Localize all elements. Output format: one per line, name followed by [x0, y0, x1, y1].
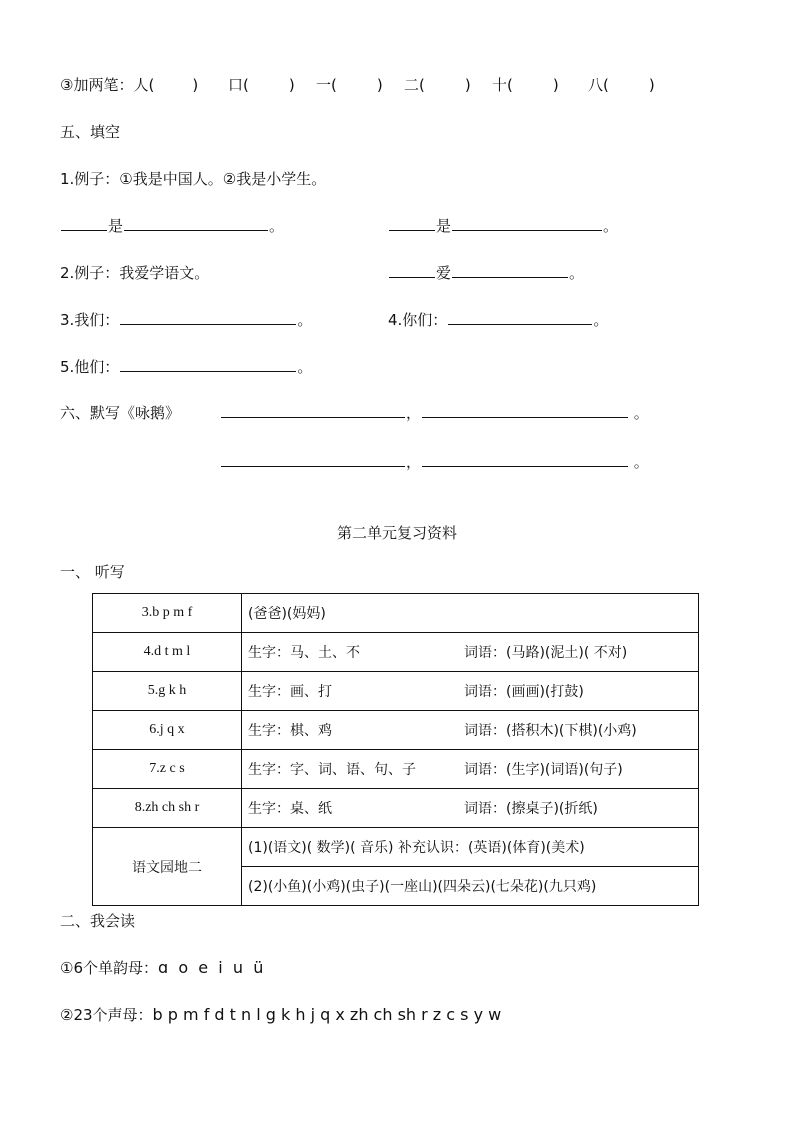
section6-heading: 六、默写《咏鹅》	[60, 404, 181, 422]
q3-line	[60, 309, 312, 330]
blank[interactable]	[422, 465, 628, 467]
add-strokes-line	[60, 74, 198, 95]
blank[interactable]	[124, 229, 268, 231]
q2-answer-line	[388, 262, 584, 283]
unit2-title: 第二单元复习资料	[336, 524, 457, 542]
row-content	[242, 750, 699, 789]
row-left: 生字：画、打	[248, 684, 332, 700]
q1-answer-line-2	[388, 215, 618, 236]
add-strokes-close: )	[376, 76, 383, 94]
row-content	[242, 633, 699, 672]
row-label: 8.zh ch sh r	[93, 789, 242, 828]
dictation-table	[92, 593, 699, 906]
q5-line	[60, 356, 312, 377]
q3-label: 3.我们：	[60, 311, 120, 329]
vowels-label: ①6个单韵母：	[60, 959, 158, 977]
blank[interactable]	[61, 229, 107, 231]
row-right: 词语：(擦桌子)(折纸)	[464, 801, 598, 817]
unit2-section1: 一、 听写	[60, 563, 125, 581]
period: 。	[633, 404, 649, 422]
garden-label: 语文园地二	[93, 828, 242, 906]
shi-char: 是	[108, 217, 124, 235]
row-content	[242, 594, 699, 633]
initials-line	[60, 1004, 501, 1025]
vowels: ɑ o e i u ü	[158, 958, 264, 977]
row-left: (爸爸)(妈妈)	[248, 606, 326, 622]
blank[interactable]	[221, 465, 405, 467]
add-strokes-char: 八(	[588, 76, 609, 94]
period: 。	[593, 311, 609, 329]
initials-label: ②23个声母：	[60, 1006, 153, 1024]
unit2-section2: 二、我会读	[60, 912, 136, 930]
row-content	[242, 789, 699, 828]
q5-label: 5.他们：	[60, 358, 120, 376]
section5-heading: 五、填空	[60, 123, 121, 141]
garden-line-2: (2)(小鱼)(小鸡)(虫子)(一座山)(四朵云)(七朵花)(九只鸡)	[242, 867, 699, 906]
row-label: 3.b p m f	[93, 594, 242, 633]
add-strokes-item-2	[228, 74, 295, 95]
blank[interactable]	[448, 323, 592, 325]
q4-line	[388, 309, 608, 330]
add-strokes-item-3	[316, 74, 383, 95]
add-strokes-close: )	[288, 76, 295, 94]
period: 。	[633, 453, 649, 471]
garden-line-1: (1)(语文)( 数学)( 音乐) 补充认识：(英语)(体育)(美术)	[242, 828, 699, 867]
table-row	[93, 828, 699, 867]
row-right: 词语：(马路)(泥土)( 不对)	[464, 645, 628, 661]
row-label: 5.g k h	[93, 672, 242, 711]
add-strokes-close: )	[192, 76, 199, 94]
blank[interactable]	[120, 323, 296, 325]
period: 。	[569, 264, 585, 282]
table-row	[93, 633, 699, 672]
add-strokes-item-5	[492, 74, 559, 95]
table-row	[93, 711, 699, 750]
table-row	[93, 672, 699, 711]
q1-answer-line-1	[60, 215, 284, 236]
row-label: 7.z c s	[93, 750, 242, 789]
row-content	[242, 711, 699, 750]
poem-line-1	[220, 402, 649, 423]
add-strokes-char: 二(	[404, 76, 425, 94]
add-strokes-item-6	[588, 74, 655, 95]
blank[interactable]	[389, 276, 435, 278]
add-strokes-label: ③加两笔：	[60, 76, 134, 94]
period: 。	[603, 217, 619, 235]
table-row	[93, 789, 699, 828]
blank[interactable]	[422, 416, 628, 418]
add-strokes-char: 口(	[228, 76, 249, 94]
period: 。	[297, 311, 313, 329]
q1-example: 1.例子：①我是中国人。②我是小学生。	[60, 170, 327, 188]
add-strokes-item-4	[404, 74, 471, 95]
vowels-line	[60, 957, 263, 978]
row-left: 生字：棋、鸡	[248, 723, 332, 739]
row-label: 6.j q x	[93, 711, 242, 750]
q4-label: 4.你们：	[388, 311, 448, 329]
blank[interactable]	[221, 416, 405, 418]
comma: ，	[406, 453, 422, 471]
add-strokes-item: 人(	[133, 76, 155, 94]
add-strokes-close: )	[648, 76, 655, 94]
add-strokes-char: 一(	[316, 76, 337, 94]
table-row	[93, 594, 699, 633]
row-right: 词语：(画画)(打鼓)	[464, 684, 584, 700]
blank[interactable]	[452, 276, 568, 278]
ai-char: 爱	[436, 264, 452, 282]
add-strokes-char: 十(	[492, 76, 513, 94]
row-label: 4.d t m l	[93, 633, 242, 672]
q2-example: 2.例子：我爱学语文。	[60, 264, 210, 282]
row-content	[242, 672, 699, 711]
add-strokes-close: )	[552, 76, 559, 94]
row-right: 词语：(生字)(词语)(句子)	[464, 762, 623, 778]
comma: ，	[406, 404, 422, 422]
table-row	[93, 750, 699, 789]
row-left: 生字：字、词、语、句、子	[248, 762, 416, 778]
blank[interactable]	[120, 370, 296, 372]
row-right: 词语：(搭积木)(下棋)(小鸡)	[464, 723, 637, 739]
period: 。	[269, 217, 285, 235]
shi-char: 是	[436, 217, 452, 235]
add-strokes-close: )	[464, 76, 471, 94]
blank[interactable]	[452, 229, 602, 231]
blank[interactable]	[389, 229, 435, 231]
row-left: 生字：马、土、不	[248, 645, 360, 661]
initials: b p m f d t n l g k h j q x zh ch sh r z c s y w	[152, 1005, 502, 1024]
row-left: 生字：桌、纸	[248, 801, 332, 817]
poem-line-2	[220, 451, 649, 472]
period: 。	[297, 358, 313, 376]
